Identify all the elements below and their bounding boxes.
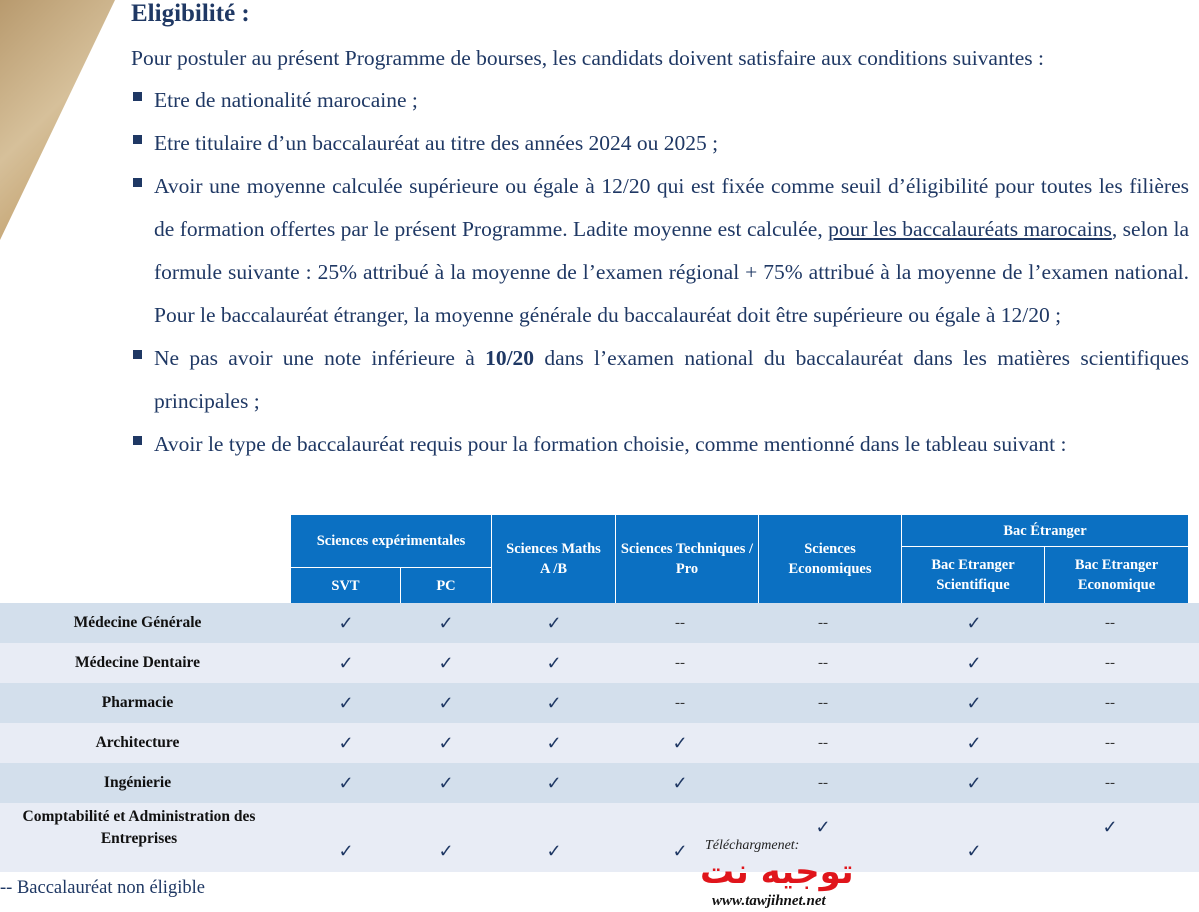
row-label: Médecine Dentaire	[75, 654, 200, 671]
ineligible-cell: --	[675, 614, 685, 631]
site-url: www.tawjihnet.net	[712, 893, 826, 909]
row-label: Ingénierie	[103, 774, 172, 791]
check-icon: ✓	[438, 772, 454, 793]
header-bac-etranger-scientifique: Bac Etranger Scientifique	[902, 547, 1044, 603]
header-pc: PC	[401, 568, 491, 603]
table-row	[0, 803, 1199, 872]
header-sciences-maths: Sciences Maths A /B	[492, 515, 615, 603]
condition-item: Ne pas avoir une note inférieure à 10/20 dans l’examen national du baccalauréat dans les matières scientifiques principales ;	[131, 337, 1189, 423]
check-icon: ✓	[672, 772, 688, 793]
ineligible-cell: --	[675, 694, 685, 711]
check-icon: ✓	[966, 772, 982, 793]
check-icon: ✓	[546, 612, 562, 633]
check-icon: ✓	[672, 841, 688, 861]
condition-item: Etre titulaire d’un baccalauréat au titre des années 2024 ou 2025 ;	[131, 122, 1189, 165]
header-svt: SVT	[291, 568, 400, 603]
header-sciences-experimentales: Sciences expérimentales	[291, 515, 491, 567]
bold-grade: 10/20	[485, 346, 535, 370]
ineligible-cell: --	[1105, 734, 1115, 751]
ineligible-cell: --	[1105, 614, 1115, 631]
site-logo: توجيه نت	[700, 852, 854, 892]
square-bullet-icon	[133, 135, 142, 144]
section-heading: Eligibilité :	[131, 0, 250, 27]
ineligible-cell: --	[818, 694, 828, 711]
row-label: Pharmacie	[101, 694, 174, 711]
header-sciences-economiques: Sciences Economiques	[759, 515, 901, 603]
header-bac-etranger-economique: Bac Etranger Economique	[1045, 547, 1188, 603]
check-icon: ✓	[438, 841, 454, 861]
check-icon: ✓	[338, 692, 354, 713]
download-credit-label: Téléchargmenet:	[705, 838, 800, 853]
ineligible-cell: --	[1105, 774, 1115, 791]
header-sciences-techniques: Sciences Techniques / Pro	[616, 515, 758, 603]
check-icon: ✓	[438, 652, 454, 673]
header-bac-etranger: Bac Étranger	[902, 515, 1188, 546]
check-icon: ✓	[672, 732, 688, 753]
check-icon: ✓	[438, 732, 454, 753]
ineligible-cell: --	[675, 654, 685, 671]
check-icon: ✓	[966, 841, 982, 861]
conditions-list	[131, 79, 1189, 466]
ineligible-cell: --	[818, 654, 828, 671]
check-icon: ✓	[815, 817, 831, 837]
check-icon: ✓	[546, 692, 562, 713]
condition-item: Etre de nationalité marocaine ;	[131, 79, 1189, 122]
square-bullet-icon	[133, 92, 142, 101]
check-icon: ✓	[438, 612, 454, 633]
row-label: Architecture	[95, 734, 180, 751]
condition-item: Avoir une moyenne calculée supérieure ou égale à 12/20 qui est fixée comme seuil d’éligibilité pour toutes les filières de formation offertes par le présent Programme. Ladite moyenne est calculée, pour les baccalauréats marocains, selon la formule suivante : 25% attribué à la moyenne de l’examen régional + 75% attribué à la moyenne de l’examen national. Pour le baccalauréat étranger, la moyenne générale du baccalauréat doit être supérieure ou égale à 12/20 ;	[131, 165, 1189, 337]
check-icon: ✓	[546, 652, 562, 673]
check-icon: ✓	[438, 692, 454, 713]
check-icon: ✓	[1102, 817, 1118, 837]
check-icon: ✓	[546, 841, 562, 861]
underlined-text: pour les baccalauréats marocains	[828, 217, 1112, 241]
check-icon: ✓	[966, 612, 982, 633]
row-label: Comptabilité et Administration des Entreprises	[22, 807, 256, 847]
check-icon: ✓	[338, 732, 354, 753]
intro-text: Pour postuler au présent Programme de bourses, les candidats doivent satisfaire aux conditions suivantes :	[131, 46, 1044, 70]
check-icon: ✓	[546, 772, 562, 793]
condition-item: Avoir le type de baccalauréat requis pour la formation choisie, comme mentionné dans le tableau suivant :	[131, 423, 1189, 466]
ineligible-cell: --	[1105, 654, 1115, 671]
table-row	[0, 603, 1199, 643]
footnote: -- Baccalauréat non éligible	[0, 878, 205, 898]
ineligible-cell: --	[818, 774, 828, 791]
check-icon: ✓	[338, 652, 354, 673]
ineligible-cell: --	[818, 614, 828, 631]
square-bullet-icon	[133, 350, 142, 359]
table-row	[0, 763, 1199, 803]
ineligible-cell: --	[818, 734, 828, 751]
row-label: Médecine Générale	[73, 614, 202, 631]
check-icon: ✓	[546, 732, 562, 753]
square-bullet-icon	[133, 178, 142, 187]
decorative-corner	[0, 0, 120, 240]
check-icon: ✓	[966, 692, 982, 713]
check-icon: ✓	[966, 652, 982, 673]
square-bullet-icon	[133, 436, 142, 445]
check-icon: ✓	[338, 841, 354, 861]
table-row	[0, 723, 1199, 763]
check-icon: ✓	[338, 612, 354, 633]
check-icon: ✓	[966, 732, 982, 753]
table-row	[0, 683, 1199, 723]
check-icon: ✓	[338, 772, 354, 793]
ineligible-cell: --	[1105, 694, 1115, 711]
table-row	[0, 643, 1199, 683]
